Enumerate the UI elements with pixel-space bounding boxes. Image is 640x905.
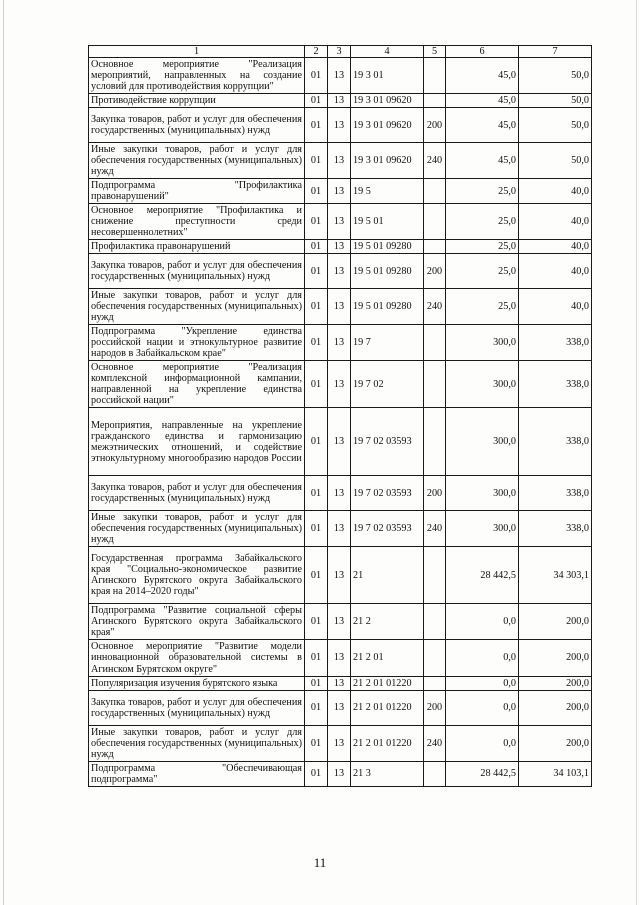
header-cell: 7 [519, 46, 592, 58]
row-name-cell: Иные закупки товаров, работ и услуг для обеспечения государственных (муниципальных) нужд [89, 289, 305, 325]
row-subsection-cell: 13 [328, 604, 351, 640]
row-amount-2019-cell: 0,0 [446, 725, 519, 761]
row-subsection-cell: 13 [328, 361, 351, 408]
row-target-code-cell: 19 3 01 [351, 58, 424, 94]
table-row [89, 361, 592, 408]
header-cell: 5 [424, 46, 446, 58]
row-name-cell: Популяризация изучения бурятского языка [89, 676, 305, 690]
row-subsection-cell: 13 [328, 547, 351, 604]
table-row [89, 204, 592, 240]
table-row [89, 476, 592, 511]
row-section-cell: 01 [305, 761, 328, 786]
row-subsection-cell: 13 [328, 204, 351, 240]
row-expense-type-cell [424, 408, 446, 476]
row-amount-2020-cell: 40,0 [519, 240, 592, 254]
row-amount-2019-cell: 45,0 [446, 58, 519, 94]
row-section-cell: 01 [305, 254, 328, 289]
row-subsection-cell: 13 [328, 58, 351, 94]
row-target-code-cell: 21 3 [351, 761, 424, 786]
row-section-cell: 01 [305, 408, 328, 476]
row-subsection-cell: 13 [328, 94, 351, 108]
table-row [89, 676, 592, 690]
row-name-cell: Государственная программа Забайкальского края "Социально-экономическое развитие Агинского Бурятского округа Забайкальского края на 2014–2020 годы" [89, 547, 305, 604]
row-target-code-cell: 19 5 [351, 179, 424, 204]
row-amount-2020-cell: 40,0 [519, 254, 592, 289]
table-row [89, 108, 592, 143]
row-target-code-cell: 21 [351, 547, 424, 604]
row-target-code-cell: 19 7 [351, 325, 424, 361]
row-name-cell: Подпрограмма "Профилактика правонарушений" [89, 179, 305, 204]
row-subsection-cell: 13 [328, 725, 351, 761]
row-amount-2019-cell: 25,0 [446, 204, 519, 240]
table-row [89, 240, 592, 254]
row-expense-type-cell [424, 94, 446, 108]
row-expense-type-cell [424, 604, 446, 640]
table-row [89, 325, 592, 361]
row-amount-2020-cell: 338,0 [519, 476, 592, 511]
header-cell: 1 [89, 46, 305, 58]
row-amount-2019-cell: 0,0 [446, 604, 519, 640]
table-header-row [89, 46, 592, 58]
scan-edge-left [3, 0, 4, 905]
row-name-cell: Подпрограмма "Обеспечивающая подпрограмма" [89, 761, 305, 786]
row-expense-type-cell [424, 179, 446, 204]
row-target-code-cell: 21 2 01 01220 [351, 676, 424, 690]
row-target-code-cell: 19 3 01 09620 [351, 94, 424, 108]
row-amount-2020-cell: 50,0 [519, 58, 592, 94]
row-section-cell: 01 [305, 690, 328, 725]
table-row [89, 690, 592, 725]
row-subsection-cell: 13 [328, 761, 351, 786]
row-amount-2020-cell: 34 303,1 [519, 547, 592, 604]
row-amount-2019-cell: 45,0 [446, 143, 519, 179]
row-expense-type-cell [424, 761, 446, 786]
row-expense-type-cell [424, 640, 446, 676]
row-target-code-cell: 19 7 02 03593 [351, 408, 424, 476]
table-row [89, 725, 592, 761]
row-amount-2019-cell: 25,0 [446, 179, 519, 204]
header-cell: 3 [328, 46, 351, 58]
row-name-cell: Основное мероприятие "Профилактика и снижение преступности среди несовершеннолетних" [89, 204, 305, 240]
row-name-cell: Подпрограмма "Укрепление единства российской нации и этнокультурное развитие народов в Забайкальском крае" [89, 325, 305, 361]
row-target-code-cell: 19 3 01 09620 [351, 108, 424, 143]
page-number: 11 [313, 855, 327, 870]
row-section-cell: 01 [305, 511, 328, 547]
row-amount-2019-cell: 0,0 [446, 640, 519, 676]
row-amount-2020-cell: 40,0 [519, 179, 592, 204]
row-subsection-cell: 13 [328, 108, 351, 143]
row-expense-type-cell: 240 [424, 143, 446, 179]
row-expense-type-cell [424, 204, 446, 240]
row-target-code-cell: 19 5 01 09280 [351, 240, 424, 254]
row-amount-2019-cell: 28 442,5 [446, 547, 519, 604]
row-name-cell: Закупка товаров, работ и услуг для обеспечения государственных (муниципальных) нужд [89, 254, 305, 289]
row-name-cell: Иные закупки товаров, работ и услуг для обеспечения государственных (муниципальных) нужд [89, 725, 305, 761]
table-body [89, 58, 592, 787]
row-amount-2019-cell: 45,0 [446, 94, 519, 108]
row-expense-type-cell: 200 [424, 108, 446, 143]
row-expense-type-cell [424, 676, 446, 690]
row-name-cell: Иные закупки товаров, работ и услуг для обеспечения государственных (муниципальных) нужд [89, 143, 305, 179]
row-section-cell: 01 [305, 143, 328, 179]
table-row [89, 761, 592, 786]
row-expense-type-cell [424, 58, 446, 94]
row-name-cell: Мероприятия, направленные на укрепление гражданского единства и гармонизацию межэтнических отношений, и содействие этнокультурному многообразию народов России [89, 408, 305, 476]
row-amount-2020-cell: 200,0 [519, 604, 592, 640]
row-section-cell: 01 [305, 640, 328, 676]
header-cell: 2 [305, 46, 328, 58]
row-target-code-cell: 19 5 01 09280 [351, 289, 424, 325]
row-amount-2019-cell: 300,0 [446, 511, 519, 547]
row-amount-2020-cell: 50,0 [519, 143, 592, 179]
row-amount-2020-cell: 338,0 [519, 325, 592, 361]
row-expense-type-cell: 240 [424, 725, 446, 761]
row-amount-2019-cell: 25,0 [446, 240, 519, 254]
row-target-code-cell: 21 2 01 01220 [351, 725, 424, 761]
row-section-cell: 01 [305, 179, 328, 204]
row-name-cell: Профилактика правонарушений [89, 240, 305, 254]
row-expense-type-cell: 200 [424, 254, 446, 289]
row-expense-type-cell [424, 240, 446, 254]
row-subsection-cell: 13 [328, 143, 351, 179]
row-target-code-cell: 19 5 01 09280 [351, 254, 424, 289]
row-name-cell: Иные закупки товаров, работ и услуг для обеспечения государственных (муниципальных) нужд [89, 511, 305, 547]
row-subsection-cell: 13 [328, 640, 351, 676]
row-target-code-cell: 21 2 01 01220 [351, 690, 424, 725]
row-amount-2020-cell: 200,0 [519, 725, 592, 761]
row-subsection-cell: 13 [328, 179, 351, 204]
row-amount-2019-cell: 300,0 [446, 325, 519, 361]
row-amount-2019-cell: 25,0 [446, 289, 519, 325]
row-section-cell: 01 [305, 108, 328, 143]
row-amount-2020-cell: 338,0 [519, 511, 592, 547]
row-section-cell: 01 [305, 325, 328, 361]
row-target-code-cell: 19 7 02 03593 [351, 476, 424, 511]
row-target-code-cell: 19 7 02 [351, 361, 424, 408]
row-subsection-cell: 13 [328, 254, 351, 289]
table-row [89, 179, 592, 204]
row-name-cell: Подпрограмма "Развитие социальной сферы Агинского Бурятского округа Забайкальского края" [89, 604, 305, 640]
row-section-cell: 01 [305, 676, 328, 690]
row-amount-2019-cell: 0,0 [446, 690, 519, 725]
row-amount-2020-cell: 338,0 [519, 361, 592, 408]
row-section-cell: 01 [305, 289, 328, 325]
row-amount-2020-cell: 34 103,1 [519, 761, 592, 786]
row-amount-2020-cell: 50,0 [519, 108, 592, 143]
table-row [89, 58, 592, 94]
row-amount-2020-cell: 200,0 [519, 676, 592, 690]
row-expense-type-cell [424, 361, 446, 408]
table-row [89, 143, 592, 179]
row-amount-2019-cell: 300,0 [446, 361, 519, 408]
header-cell: 6 [446, 46, 519, 58]
row-amount-2020-cell: 40,0 [519, 289, 592, 325]
row-amount-2019-cell: 300,0 [446, 476, 519, 511]
row-amount-2019-cell: 45,0 [446, 108, 519, 143]
row-subsection-cell: 13 [328, 676, 351, 690]
row-name-cell: Основное мероприятие "Реализация мероприятий, направленных на создание условий для противодействия коррупции" [89, 58, 305, 94]
scan-edge-right [636, 0, 637, 905]
table-row [89, 604, 592, 640]
row-name-cell: Закупка товаров, работ и услуг для обеспечения государственных (муниципальных) нужд [89, 690, 305, 725]
row-section-cell: 01 [305, 725, 328, 761]
row-target-code-cell: 19 5 01 [351, 204, 424, 240]
row-subsection-cell: 13 [328, 690, 351, 725]
row-subsection-cell: 13 [328, 511, 351, 547]
row-section-cell: 01 [305, 604, 328, 640]
row-section-cell: 01 [305, 240, 328, 254]
row-target-code-cell: 19 3 01 09620 [351, 143, 424, 179]
row-section-cell: 01 [305, 94, 328, 108]
row-subsection-cell: 13 [328, 325, 351, 361]
row-amount-2019-cell: 28 442,5 [446, 761, 519, 786]
row-subsection-cell: 13 [328, 408, 351, 476]
row-section-cell: 01 [305, 361, 328, 408]
row-expense-type-cell: 240 [424, 511, 446, 547]
row-name-cell: Основное мероприятие "Реализация комплексной информационной кампании, направленной на укрепление единства российской нации" [89, 361, 305, 408]
row-expense-type-cell: 200 [424, 476, 446, 511]
row-target-code-cell: 19 7 02 03593 [351, 511, 424, 547]
table-row [89, 289, 592, 325]
row-amount-2020-cell: 200,0 [519, 690, 592, 725]
row-amount-2020-cell: 200,0 [519, 640, 592, 676]
row-amount-2019-cell: 25,0 [446, 254, 519, 289]
row-section-cell: 01 [305, 204, 328, 240]
row-name-cell: Противодействие коррупции [89, 94, 305, 108]
row-expense-type-cell [424, 325, 446, 361]
row-amount-2020-cell: 338,0 [519, 408, 592, 476]
row-expense-type-cell: 240 [424, 289, 446, 325]
row-subsection-cell: 13 [328, 240, 351, 254]
row-amount-2020-cell: 50,0 [519, 94, 592, 108]
row-name-cell: Закупка товаров, работ и услуг для обеспечения государственных (муниципальных) нужд [89, 476, 305, 511]
row-subsection-cell: 13 [328, 289, 351, 325]
table-row [89, 511, 592, 547]
row-amount-2019-cell: 0,0 [446, 676, 519, 690]
row-target-code-cell: 21 2 [351, 604, 424, 640]
row-section-cell: 01 [305, 547, 328, 604]
row-section-cell: 01 [305, 58, 328, 94]
row-name-cell: Основное мероприятие "Развитие модели инновационной образовательной системы в Агинском Бурятском округе" [89, 640, 305, 676]
table-row [89, 547, 592, 604]
row-amount-2020-cell: 40,0 [519, 204, 592, 240]
budget-table [88, 45, 592, 787]
header-cell: 4 [351, 46, 424, 58]
table-row [89, 94, 592, 108]
row-amount-2019-cell: 300,0 [446, 408, 519, 476]
row-expense-type-cell: 200 [424, 690, 446, 725]
row-name-cell: Закупка товаров, работ и услуг для обеспечения государственных (муниципальных) нужд [89, 108, 305, 143]
table-row [89, 408, 592, 476]
table-row [89, 254, 592, 289]
row-expense-type-cell [424, 547, 446, 604]
row-section-cell: 01 [305, 476, 328, 511]
row-subsection-cell: 13 [328, 476, 351, 511]
row-target-code-cell: 21 2 01 [351, 640, 424, 676]
table-row [89, 640, 592, 676]
